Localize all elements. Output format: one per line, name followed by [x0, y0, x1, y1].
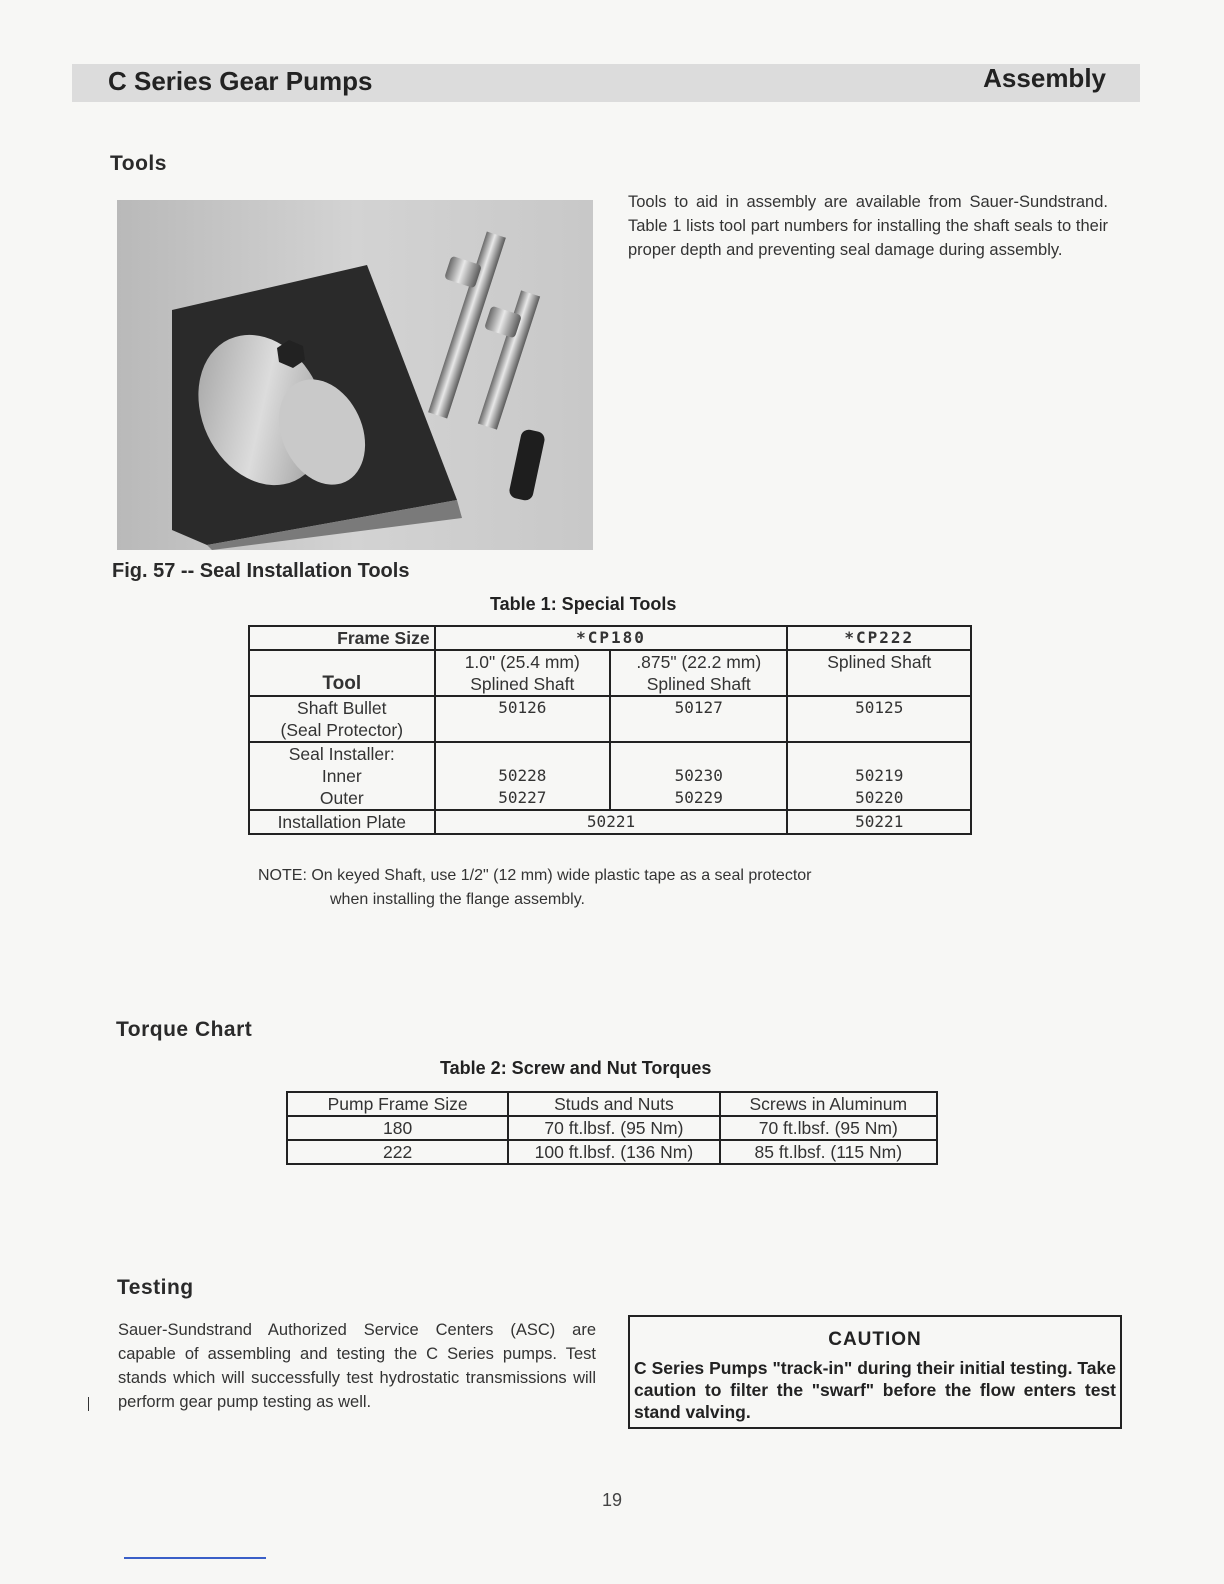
table1-title: Table 1: Special Tools [490, 594, 677, 614]
table-row [287, 1092, 937, 1116]
cell-line: Splined Shaft [646, 674, 751, 694]
testing-heading: Testing [117, 1276, 194, 1299]
table2-title: Table 2: Screw and Nut Torques [440, 1058, 712, 1078]
table-cell: 50221 [435, 810, 788, 834]
table-header: *CP222 [787, 626, 971, 650]
cell-line: Inner [321, 766, 362, 786]
table-cell [249, 696, 435, 742]
table-cell: 100 ft.lbsf. (136 Nm) [508, 1140, 719, 1164]
cell-line: 50220 [855, 788, 904, 807]
table-cell [435, 650, 610, 696]
table-cell [610, 742, 787, 810]
torque-table [286, 1091, 938, 1165]
footer-rule [124, 1557, 266, 1559]
cell-line: .875" (22.2 mm) [636, 652, 762, 672]
table-row [249, 650, 971, 696]
table-cell: 70 ft.lbsf. (95 Nm) [720, 1116, 937, 1140]
caution-title: CAUTION [828, 1329, 922, 1350]
table-header: Pump Frame Size [287, 1092, 508, 1116]
cell-line: 50227 [498, 788, 547, 807]
table-row [249, 810, 971, 834]
table-cell: 222 [287, 1140, 508, 1164]
note-line: when installing the flange assembly. [330, 891, 585, 908]
cell-line: 1.0" (25.4 mm) [464, 652, 580, 672]
note [258, 864, 811, 912]
note-line: NOTE: On keyed Shaft, use 1/2" (12 mm) wide plastic tape as a seal protector [258, 867, 812, 884]
cell-line: 50219 [855, 766, 904, 785]
cell-line: (Seal Protector) [280, 720, 404, 740]
table-cell [435, 742, 610, 810]
table-row [249, 742, 971, 810]
table-cell [249, 742, 435, 810]
section-title: Assembly [983, 63, 1106, 93]
table-cell: 50127 [610, 696, 787, 742]
table-row [287, 1116, 937, 1140]
table-cell: Splined Shaft [787, 650, 971, 696]
testing-text: Sauer-Sundstrand Authorized Service Centers (ASC) are capable of assembling and testing the C Series pumps. Test stands which will successfully test hydrostatic transmissions will perform gear pump testing as well. [118, 1321, 596, 1411]
table-header: Frame Size [249, 626, 435, 650]
table-cell: 180 [287, 1116, 508, 1140]
table-cell: 50221 [787, 810, 971, 834]
tools-intro-text: Tools to aid in assembly are available from Sauer-Sundstrand. Table 1 lists tool part numbers for installing the shaft seals to their proper depth and preventing seal damage during assembly. [628, 193, 1108, 259]
cell-line: Outer [319, 788, 364, 808]
table-header: Studs and Nuts [508, 1092, 719, 1116]
figure-caption: Fig. 57 -- Seal Installation Tools [112, 560, 410, 582]
table-cell: 70 ft.lbsf. (95 Nm) [508, 1116, 719, 1140]
cell-line: Seal Installer: [288, 744, 395, 764]
table-row [249, 696, 971, 742]
caution-box [628, 1315, 1122, 1429]
table-cell [787, 742, 971, 810]
cell-line: Splined Shaft [470, 674, 575, 694]
page-number: 19 [601, 1490, 623, 1510]
tools-heading: Tools [110, 152, 167, 175]
document-title: C Series Gear Pumps [108, 66, 373, 96]
table-cell: 85 ft.lbsf. (115 Nm) [720, 1140, 937, 1164]
table-cell [610, 650, 787, 696]
table-cell: Installation Plate [249, 810, 435, 834]
cell-line: 50229 [674, 788, 723, 807]
cell-line: 50228 [498, 766, 547, 785]
special-tools-table [248, 625, 972, 835]
table-cell: 50126 [435, 696, 610, 742]
table-header: *CP180 [435, 626, 788, 650]
seal-tools-photo [117, 200, 593, 550]
torque-heading: Torque Chart [116, 1018, 253, 1041]
table-header: Screws in Aluminum [720, 1092, 937, 1116]
table-cell: 50125 [787, 696, 971, 742]
table-row [249, 626, 971, 650]
margin-mark [88, 1397, 89, 1411]
table-header: Tool [249, 650, 435, 696]
table-row [287, 1140, 937, 1164]
cell-line: 50230 [674, 766, 723, 785]
cell-line: Shaft Bullet [297, 698, 387, 718]
caution-text: C Series Pumps "track-in" during their initial testing. Take caution to filter the "swarf" before the flow enters test stand valving. [634, 1358, 1116, 1422]
